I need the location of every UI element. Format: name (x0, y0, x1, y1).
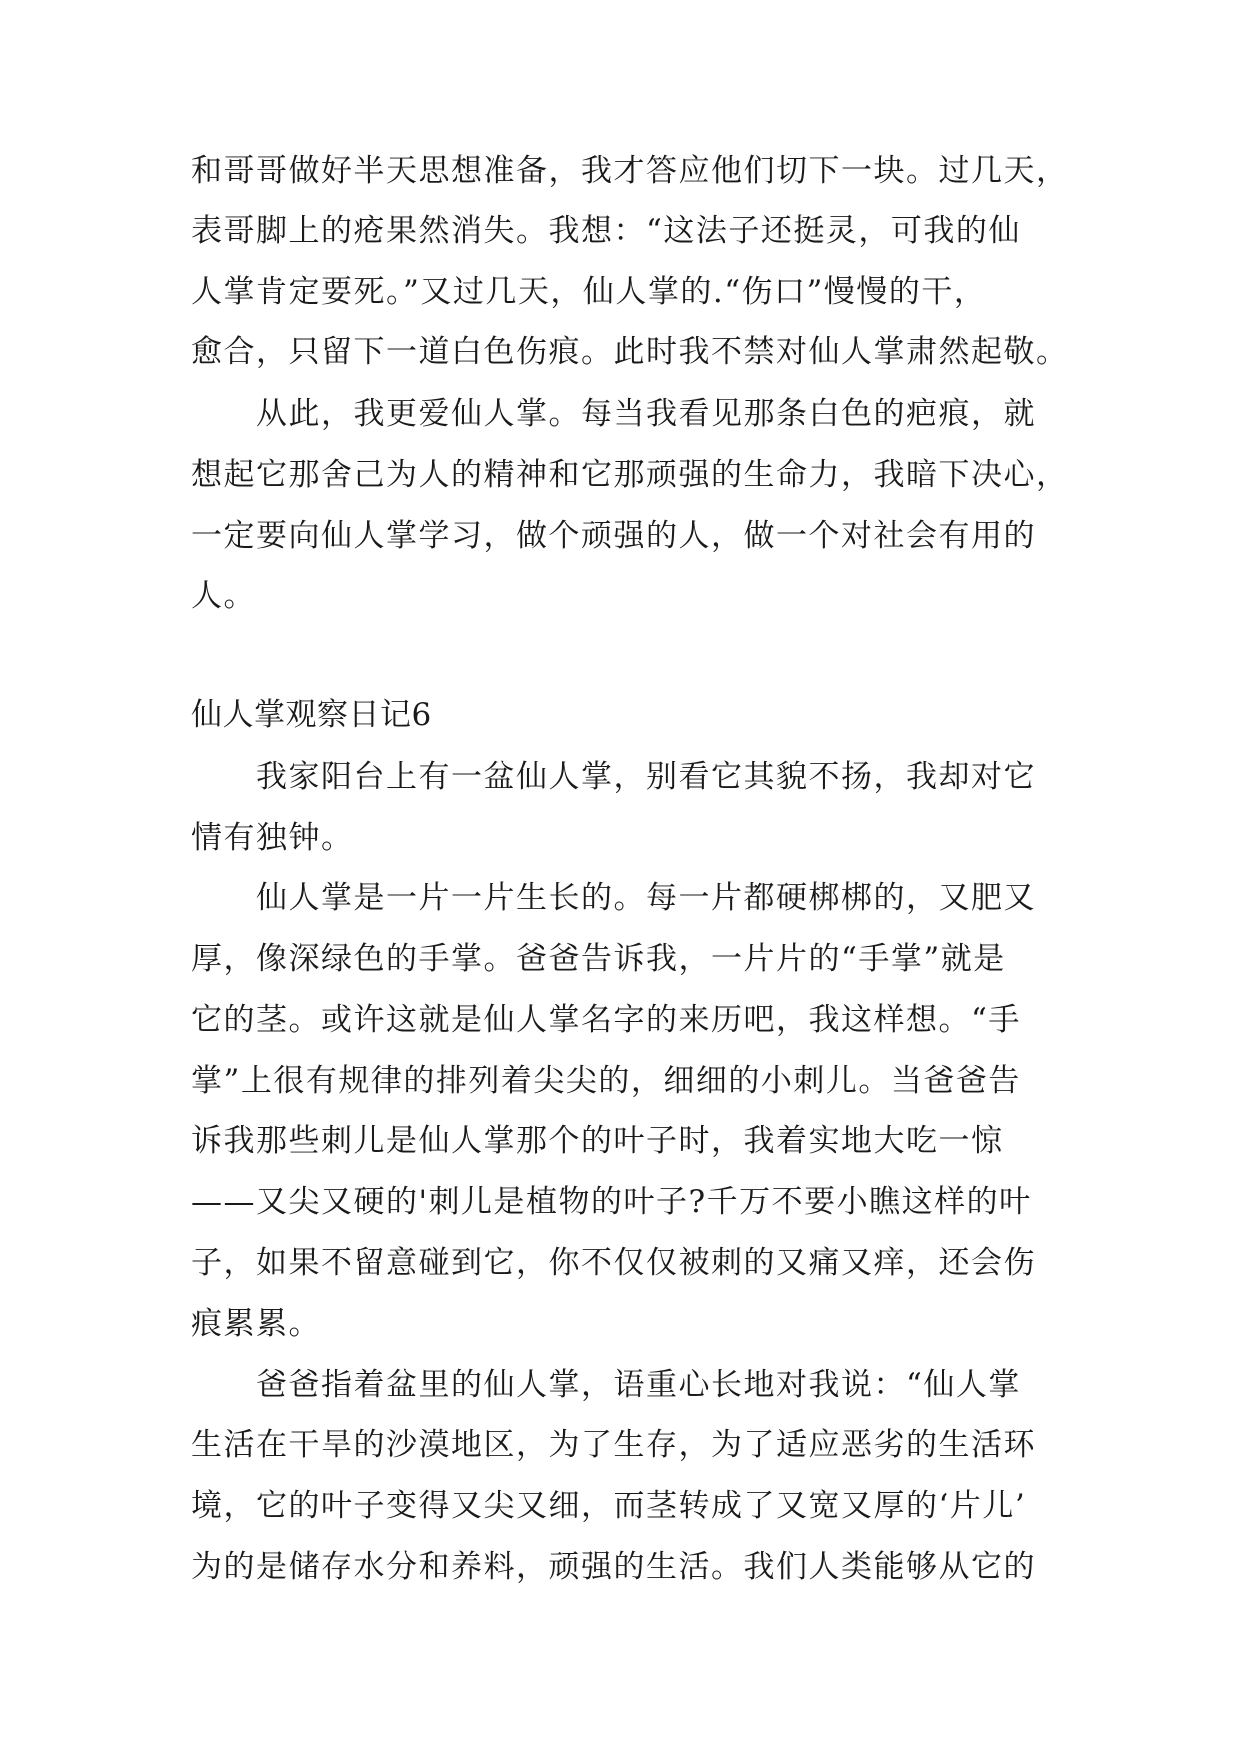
text-line: 从此，我更爱仙人掌。每当我看见那条白色的疤痕，就 (191, 396, 1036, 432)
text-line: 爸爸指着盆里的仙人掌，语重心长地对我说：“仙人掌 (191, 1367, 1021, 1403)
text-line: 境，它的叶子变得又尖又细，而茎转成了又宽又厚的‘片儿’ (191, 1488, 1027, 1524)
text-line: 诉我那些刺儿是仙人掌那个的叶子时，我着实地大吃一惊 (191, 1123, 1004, 1159)
text-line: 为的是储存水分和养料，顽强的生活。我们人类能够从它的 (191, 1549, 1036, 1585)
text-line: 子，如果不留意碰到它，你不仅仅被刺的又痛又痒，还会伤 (191, 1245, 1036, 1281)
text-line: 想起它那舍己为人的精神和它那顽强的生命力，我暗下决心， (191, 457, 1069, 493)
text-line: 人掌肯定要死。”又过几天，仙人掌的.“伤口”慢慢的干， (191, 274, 987, 310)
text-line: 厚，像深绿色的手掌。爸爸告诉我，一片片的“手掌”就是 (191, 941, 1006, 977)
text-line: 一定要向仙人掌学习，做个顽强的人，做一个对社会有用的 (191, 518, 1036, 554)
text-line: 情有独钟。 (191, 820, 354, 856)
text-line: 仙人掌是一片一片生长的。每一片都硬梆梆的，又肥又 (191, 880, 1036, 916)
section-title: 仙人掌观察日记6 (191, 697, 432, 733)
text-line: 和哥哥做好半天思想准备，我才答应他们切下一块。过几天， (191, 153, 1069, 189)
text-line: 表哥脚上的疮果然消失。我想：“这法子还挺灵，可我的仙 (191, 213, 1021, 249)
text-line: ——又尖又硬的'刺儿是植物的叶子?千万不要小瞧这样的叶 (191, 1184, 1032, 1220)
text-line: 人。 (191, 578, 256, 614)
text-line: 掌”上很有规律的排列着尖尖的，细细的小刺儿。当爸爸告 (191, 1063, 1021, 1099)
text-line: 生活在干旱的沙漠地区，为了生存，为了适应恶劣的生活环 (191, 1427, 1036, 1463)
text-line: 痕累累。 (191, 1306, 321, 1342)
text-line: 它的茎。或许这就是仙人掌名字的来历吧，我这样想。“手 (191, 1002, 1021, 1038)
text-line: 愈合，只留下一道白色伤痕。此时我不禁对仙人掌肃然起敬。 (191, 334, 1069, 370)
text-line: 我家阳台上有一盆仙人掌，别看它其貌不扬，我却对它 (191, 759, 1036, 795)
